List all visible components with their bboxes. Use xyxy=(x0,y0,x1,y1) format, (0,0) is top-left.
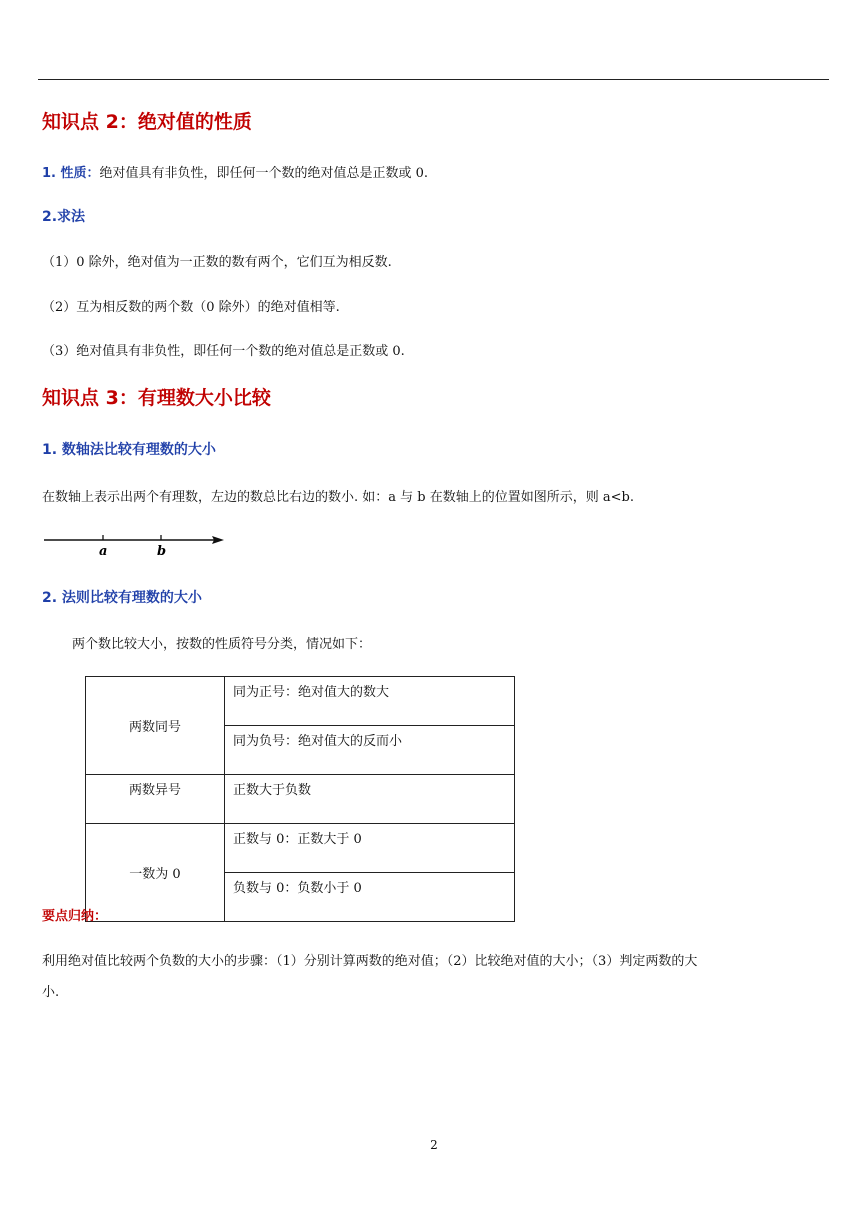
keypoint-label: 要点归纳： xyxy=(42,909,108,924)
method-item-2: （2）互为相反数的两个数（0 除外）的绝对值相等. xyxy=(42,300,340,315)
keypoint-line-2: 小. xyxy=(42,985,60,1000)
property-text: 绝对值具有非负性，即任何一个数的绝对值总是正数或 0. xyxy=(99,166,429,181)
property-label: 1. 性质： xyxy=(42,166,100,181)
category-one-zero: 一数为 0 xyxy=(86,824,225,922)
method-item-1: （1）0 除外，绝对值为一正数的数有两个，它们互为相反数. xyxy=(42,255,392,270)
rule-cell: 正数与 0：正数大于 0 xyxy=(225,824,515,873)
subheading-number-line: 1. 数轴法比较有理数的大小 xyxy=(42,442,216,458)
method-item-3: （3）绝对值具有非负性，即任何一个数的绝对值总是正数或 0. xyxy=(42,344,405,359)
rule-cell: 正数大于负数 xyxy=(225,775,515,824)
number-line-text: 在数轴上表示出两个有理数，左边的数总比右边的数小. 如：a 与 b 在数轴上的位置如图所示，则 a<b. xyxy=(42,490,634,505)
keypoint-line-1: 利用绝对值比较两个负数的大小的步骤：（1）分别计算两数的绝对值；（2）比较绝对值的大小；（3）判定两数的大 xyxy=(42,954,698,969)
comparison-table xyxy=(85,676,515,922)
category-same-sign: 两数同号 xyxy=(86,677,225,775)
method-label: 2.求法 xyxy=(42,209,86,225)
section-heading-3: 知识点 3：有理数大小比较 xyxy=(42,387,271,409)
header-rule xyxy=(38,79,829,80)
number-line-figure xyxy=(42,528,232,562)
rule-cell: 负数与 0：负数小于 0 xyxy=(225,873,515,922)
table-row xyxy=(86,775,515,824)
table-row xyxy=(86,824,515,873)
axis-label-a: a xyxy=(99,544,108,559)
rule-cell: 同为正号：绝对值大的数大 xyxy=(225,677,515,726)
property-line xyxy=(42,162,428,181)
rule-cell: 同为负号：绝对值大的反而小 xyxy=(225,726,515,775)
page-number: 2 xyxy=(430,1138,438,1152)
table-row xyxy=(86,677,515,726)
subheading-rule-method: 2. 法则比较有理数的大小 xyxy=(42,590,202,606)
section-heading-2: 知识点 2：绝对值的性质 xyxy=(42,111,252,133)
axis-label-b: b xyxy=(157,544,167,559)
rule-intro: 两个数比较大小，按数的性质符号分类，情况如下： xyxy=(72,637,372,652)
category-opposite-sign: 两数异号 xyxy=(86,775,225,824)
